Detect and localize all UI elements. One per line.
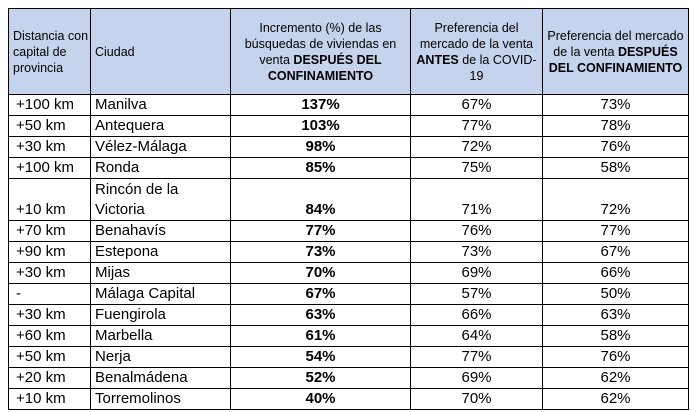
before-cell: 75% xyxy=(411,158,543,179)
after-cell: 66% xyxy=(543,263,689,284)
before-cell: 66% xyxy=(411,305,543,326)
header-row xyxy=(9,9,689,95)
table-row xyxy=(9,242,689,263)
before-cell: 72% xyxy=(411,137,543,158)
table-row xyxy=(9,116,689,137)
table-row xyxy=(9,368,689,389)
header-distance: Distancia con capital de provincia xyxy=(9,9,91,95)
before-cell: 71% xyxy=(411,179,543,221)
before-cell: 73% xyxy=(411,242,543,263)
increase-cell: 103% xyxy=(231,116,411,137)
increase-cell: 98% xyxy=(231,137,411,158)
after-cell: 76% xyxy=(543,137,689,158)
city-cell: Nerja xyxy=(91,347,231,368)
city-cell: Mijas xyxy=(91,263,231,284)
increase-cell: 54% xyxy=(231,347,411,368)
increase-cell: 67% xyxy=(231,284,411,305)
city-cell: Ronda xyxy=(91,158,231,179)
before-cell: 70% xyxy=(411,389,543,410)
increase-cell: 52% xyxy=(231,368,411,389)
after-cell: 67% xyxy=(543,242,689,263)
increase-cell: 63% xyxy=(231,305,411,326)
distance-cell: +10 km xyxy=(9,389,91,410)
increase-cell: 40% xyxy=(231,389,411,410)
after-cell: 50% xyxy=(543,284,689,305)
after-cell: 73% xyxy=(543,95,689,116)
increase-cell: 137% xyxy=(231,95,411,116)
distance-cell: +50 km xyxy=(9,116,91,137)
after-cell: 77% xyxy=(543,221,689,242)
header-before: Preferencia del mercado de la venta ANTES de la COVID-19 xyxy=(411,9,543,95)
city-cell: Manilva xyxy=(91,95,231,116)
table-row xyxy=(9,389,689,410)
distance-cell: +70 km xyxy=(9,221,91,242)
before-cell: 76% xyxy=(411,221,543,242)
city-cell: Benahavís xyxy=(91,221,231,242)
increase-cell: 77% xyxy=(231,221,411,242)
table-row xyxy=(9,221,689,242)
distance-cell: +50 km xyxy=(9,347,91,368)
after-cell: 58% xyxy=(543,326,689,347)
city-cell: Estepona xyxy=(91,242,231,263)
distance-cell: +60 km xyxy=(9,326,91,347)
distance-cell: +30 km xyxy=(9,137,91,158)
distance-cell: +90 km xyxy=(9,242,91,263)
before-cell: 67% xyxy=(411,95,543,116)
city-cell: Torremolinos xyxy=(91,389,231,410)
city-cell: Málaga Capital xyxy=(91,284,231,305)
table-row xyxy=(9,347,689,368)
table-row xyxy=(9,179,689,221)
increase-cell: 61% xyxy=(231,326,411,347)
before-cell: 77% xyxy=(411,116,543,137)
before-cell: 69% xyxy=(411,263,543,284)
increase-cell: 73% xyxy=(231,242,411,263)
table-row xyxy=(9,305,689,326)
after-cell: 78% xyxy=(543,116,689,137)
city-cell: Fuengirola xyxy=(91,305,231,326)
city-cell: Antequera xyxy=(91,116,231,137)
table-row xyxy=(9,95,689,116)
after-cell: 62% xyxy=(543,389,689,410)
after-cell: 63% xyxy=(543,305,689,326)
distance-cell: - xyxy=(9,284,91,305)
before-cell: 57% xyxy=(411,284,543,305)
table-row xyxy=(9,158,689,179)
distance-cell: +30 km xyxy=(9,305,91,326)
distance-cell: +30 km xyxy=(9,263,91,284)
city-cell: Rincón de la Victoria xyxy=(91,179,231,221)
city-cell: Vélez-Málaga xyxy=(91,137,231,158)
table-row xyxy=(9,263,689,284)
increase-cell: 84% xyxy=(231,179,411,221)
table-row xyxy=(9,284,689,305)
after-cell: 76% xyxy=(543,347,689,368)
increase-cell: 70% xyxy=(231,263,411,284)
distance-cell: +100 km xyxy=(9,158,91,179)
header-increase: Incremento (%) de las búsquedas de viviendas en venta DESPUÉS DEL CONFINAMIENTO xyxy=(231,9,411,95)
city-cell: Marbella xyxy=(91,326,231,347)
header-after: Preferencia del mercado de la venta DESPUÉS DEL CONFINAMIENTO xyxy=(543,9,689,95)
distance-cell: +20 km xyxy=(9,368,91,389)
table-row xyxy=(9,326,689,347)
header-city: Ciudad xyxy=(91,9,231,95)
distance-cell: +10 km xyxy=(9,179,91,221)
before-cell: 77% xyxy=(411,347,543,368)
city-cell: Benalmádena xyxy=(91,368,231,389)
after-cell: 58% xyxy=(543,158,689,179)
before-cell: 69% xyxy=(411,368,543,389)
increase-cell: 85% xyxy=(231,158,411,179)
housing-search-table xyxy=(8,8,689,410)
distance-cell: +100 km xyxy=(9,95,91,116)
after-cell: 72% xyxy=(543,179,689,221)
after-cell: 62% xyxy=(543,368,689,389)
before-cell: 64% xyxy=(411,326,543,347)
table-row xyxy=(9,137,689,158)
